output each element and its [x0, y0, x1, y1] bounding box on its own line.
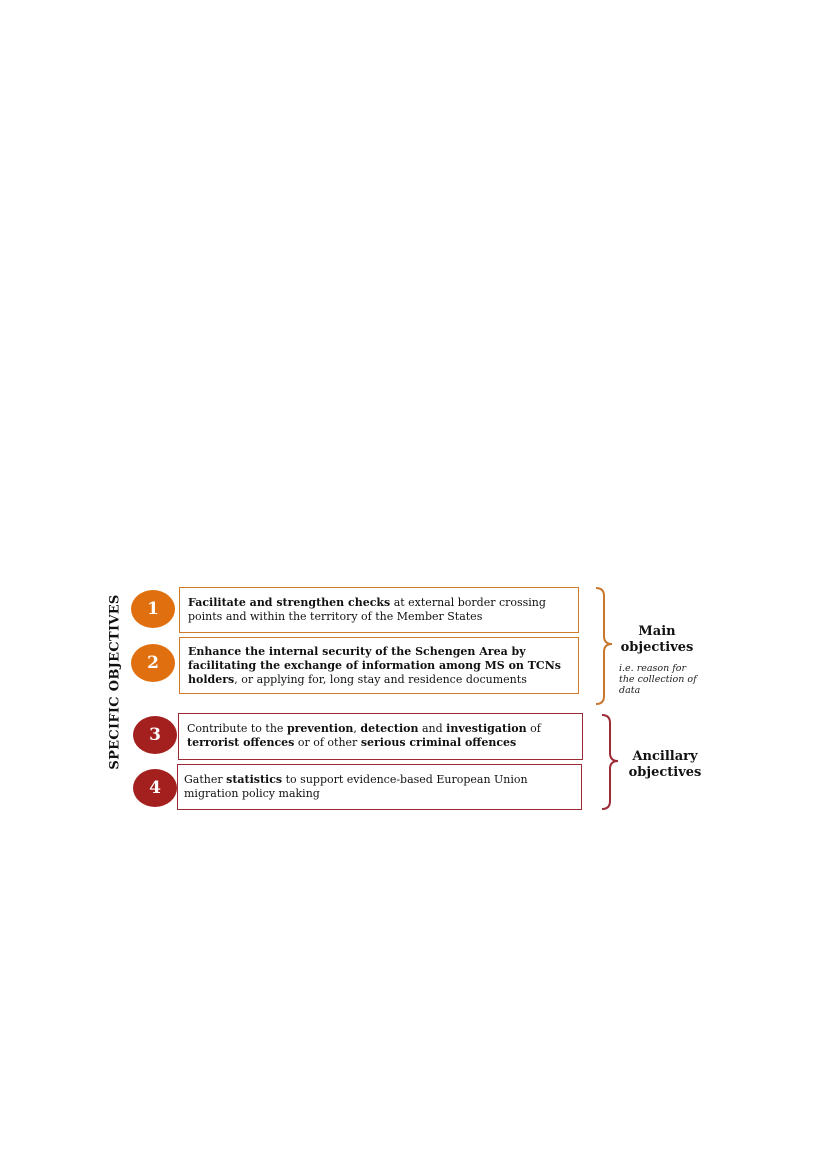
objective-3-box [178, 713, 583, 760]
objective-4-box [177, 764, 582, 810]
main-objectives-brace [592, 586, 616, 706]
objective-2-text: Enhance the internal security of the Schengen Area by facilitating the exchange of information among MS on TCNs holders, or applying for, long stay and residence documents [188, 645, 561, 686]
ancillary-objectives-label: Ancillary objectives [628, 749, 702, 780]
objective-1-text: Facilitate and strengthen checks at external border crossing points and within the territory of the Member States [188, 596, 546, 623]
objective-2-box [179, 637, 579, 694]
vertical-title-text: SPECIFIC OBJECTIVES [107, 594, 123, 770]
objective-3-badge [133, 716, 177, 754]
objective-1-number: 1 [147, 599, 159, 619]
objective-4-badge [133, 769, 177, 807]
objective-3-number: 3 [149, 725, 161, 745]
objective-1-box [179, 587, 579, 633]
objective-3-text: Contribute to the prevention, detection and investigation of terrorist offences or of other serious criminal offences [187, 722, 541, 749]
objective-4-number: 4 [149, 778, 161, 798]
objective-1-badge [131, 590, 175, 628]
objective-2-badge [131, 644, 175, 682]
objective-4-text: Gather statistics to support evidence-based European Union migration policy making [184, 773, 528, 800]
main-objectives-label: Main objectives [620, 624, 694, 655]
main-objectives-note: i.e. reason for the collection of data [619, 663, 697, 696]
objective-2-number: 2 [147, 653, 159, 673]
ancillary-objectives-brace [598, 713, 622, 811]
specific-objectives-title [100, 594, 130, 770]
